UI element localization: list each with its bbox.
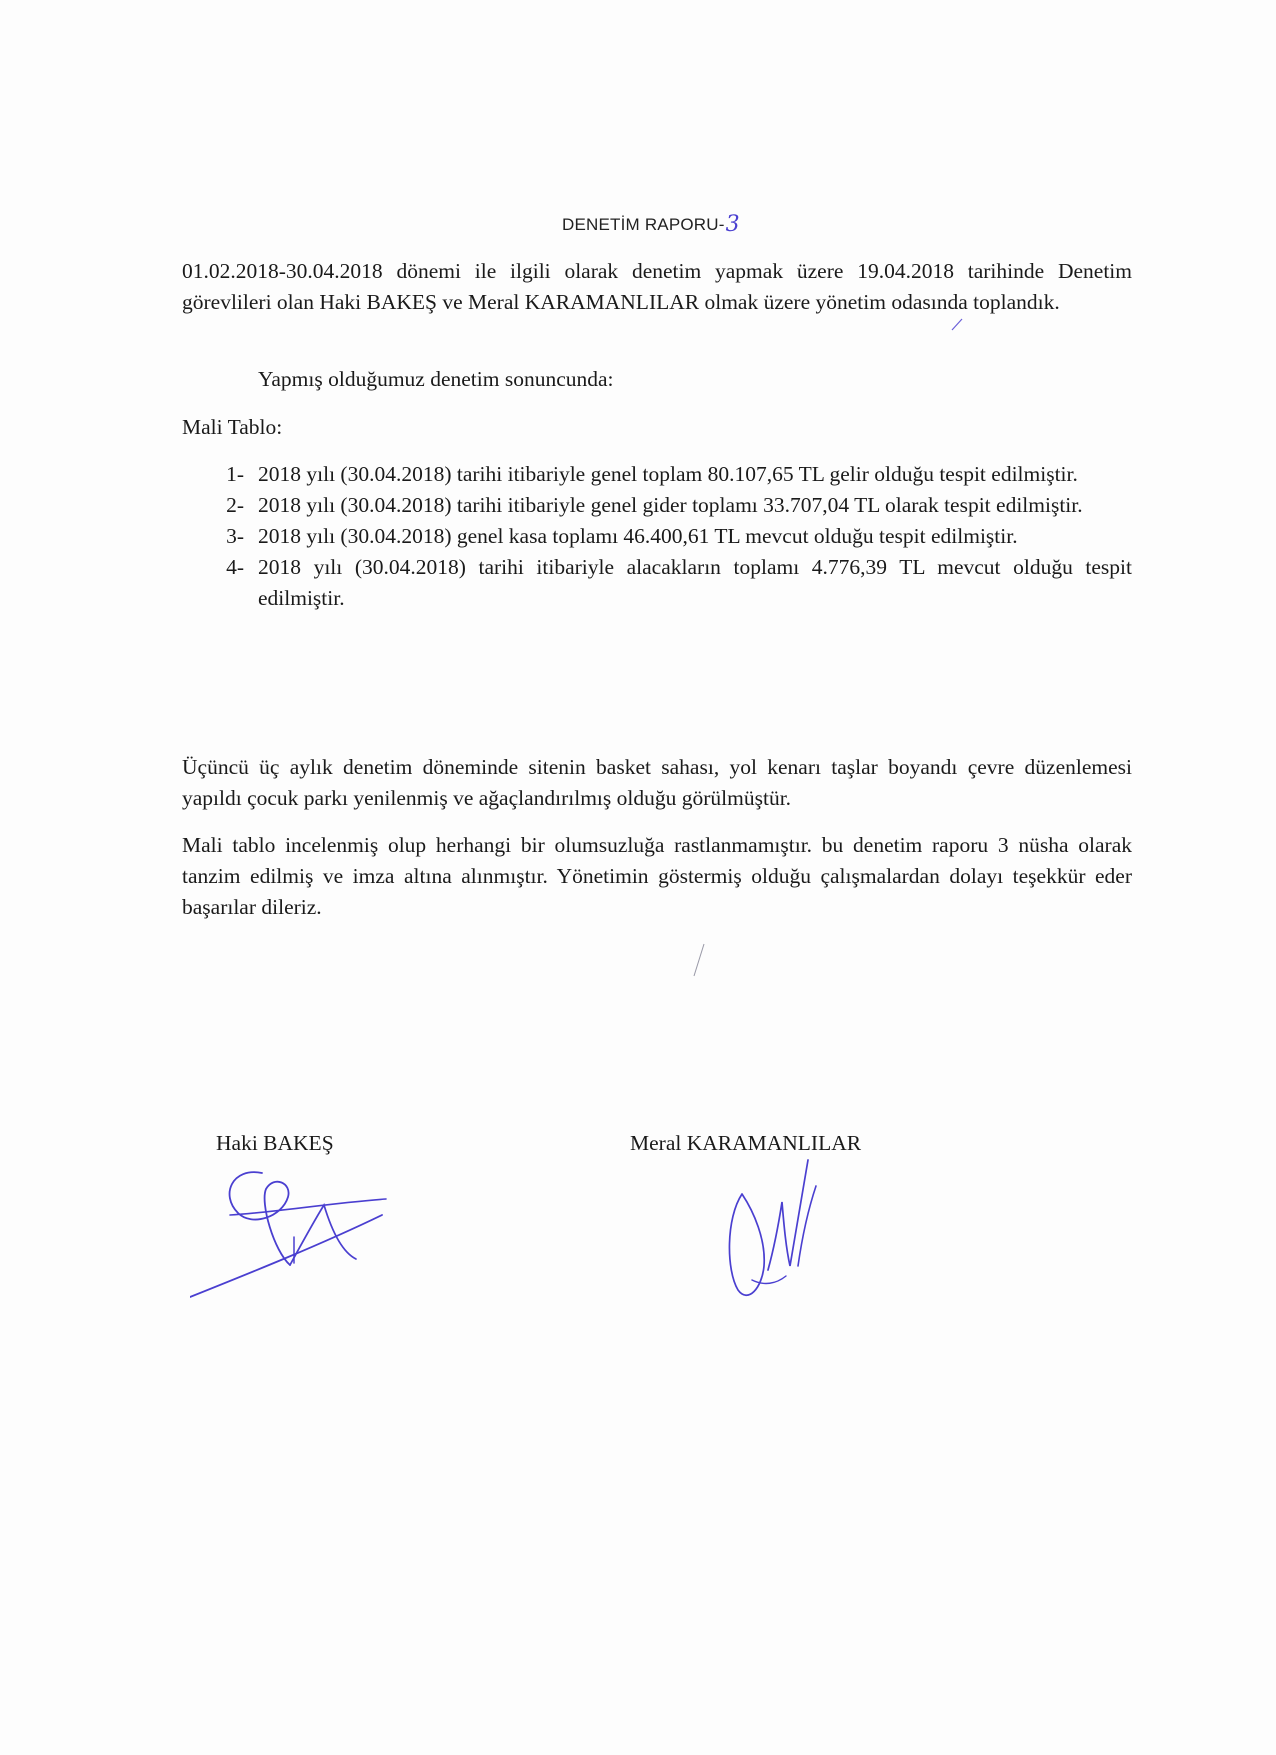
signature-right [712, 1148, 832, 1308]
list-item-number: 2- [226, 493, 244, 517]
signatory-name-left: Haki BAKEŞ [216, 1131, 334, 1155]
signature-left [190, 1155, 410, 1305]
findings-list [182, 459, 1132, 614]
list-item [182, 459, 1132, 490]
scan-mark [950, 316, 966, 332]
list-item-text: 2018 yılı (30.04.2018) tarihi itibariyle genel gider toplamı 33.707,04 TL olarak tespit edilmiştir. [258, 493, 1083, 517]
list-item-text: 2018 yılı (30.04.2018) genel kasa toplamı 46.400,61 TL mevcut olduğu tespit edilmiştir. [258, 524, 1018, 548]
handwritten-report-number: 3 [725, 212, 740, 237]
list-item [182, 521, 1132, 552]
conclusion-paragraph: Mali tablo incelenmiş olup herhangi bir olumsuzluğa rastlanmamıştır. bu denetim raporu 3 nüsha olarak tanzim edilmiş ve imza altına alınmıştır. Yönetimin göstermiş olduğu çalışmalardan dolayı teşekkür eder başarılar dileriz. [182, 833, 1132, 919]
signatory-name-right: Meral KARAMANLILAR [630, 1131, 862, 1155]
list-item-text: 2018 yılı (30.04.2018) tarihi itibariyle genel toplam 80.107,65 TL gelir olduğu tespit edilmiştir. [258, 462, 1078, 486]
list-item-number: 4- [226, 555, 244, 579]
list-item-number: 1- [226, 462, 244, 486]
report-title [562, 211, 740, 236]
intro-paragraph: 01.02.2018-30.04.2018 dönemi ile ilgili olarak denetim yapmak üzere 19.04.2018 tarihinde Denetim görevlileri olan Haki BAKEŞ ve Meral KARAMANLILAR olmak üzere yönetim odasında toplandık. [182, 259, 1132, 314]
scan-mark [690, 940, 710, 980]
audit-result-heading: Yapmış olduğumuz denetim sonuncunda: [258, 367, 614, 391]
list-item-number: 3- [226, 524, 244, 548]
list-item [182, 490, 1132, 521]
list-item-text: 2018 yılı (30.04.2018) tarihi itibariyle alacakların toplamı 4.776,39 TL mevcut olduğu tespit edilmiştir. [258, 555, 1132, 610]
works-paragraph: Üçüncü üç aylık denetim döneminde sitenin basket sahası, yol kenarı taşlar boyandı çevre düzenlemesi yapıldı çocuk parkı yenilenmiş ve ağaçlandırılmış olduğu görülmüştür. [182, 755, 1132, 810]
report-title-text: DENETİM RAPORU- [562, 215, 725, 234]
list-item [182, 552, 1132, 614]
financial-table-label: Mali Tablo: [182, 415, 283, 439]
